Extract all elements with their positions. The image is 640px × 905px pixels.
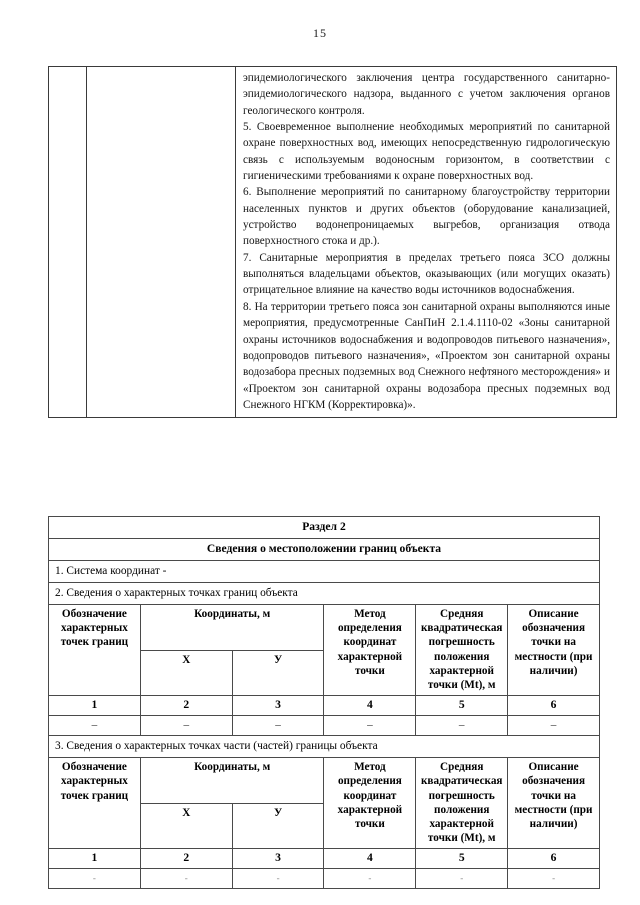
table-row-section-subtitle [49,539,600,561]
paragraph-4-cont: эпидемиологического заключения центра государственного санитарно-эпидемиологического надзора, выданного с учетом заключения органов геологического контроля. [243,72,610,117]
table-row-item-3 [49,736,600,758]
col-number-3-a: 3 [232,696,324,716]
section-subtitle: Сведения о местоположении границ объекта [49,539,600,561]
table-row [49,67,617,418]
col-number-2-a: 2 [140,696,232,716]
data-cell-3-a: – [232,716,324,736]
header-coordinates-b: Координаты, м [140,758,324,804]
continuation-text [243,70,610,413]
part-boundary-points-row: 3. Сведения о характерных точках части (частей) границы объекта [49,736,600,758]
header-coord-y-a: У [232,650,324,696]
col-number-6-a: 6 [508,696,600,716]
table-row-data-a [49,716,600,736]
boundary-points-row: 2. Сведения о характерных точках границ объекта [49,583,600,605]
table-row-column-numbers-b [49,849,600,869]
data-cell-6-a: – [508,716,600,736]
header-coord-y-b: У [232,803,324,849]
col-number-6-b: 6 [508,849,600,869]
empty-cell-left [49,67,87,418]
col-number-5-a: 5 [416,696,508,716]
paragraph-6: 6. Выполнение мероприятий по санитарному благоустройству территории населенных пунктов и других объектов (оборудование канализацией, устройство водонепроницаемых выгребов, организация отвода поверхностного стока и др.). [243,186,610,248]
table-row-section-title [49,517,600,539]
table-row-item-2 [49,583,600,605]
table-row-data-b [49,869,600,889]
table-row-column-numbers-a [49,696,600,716]
paragraph-8: 8. На территории третьего пояса зон санитарной охраны выполняются иные мероприятия, предусмотренные СанПиН 2.1.4.1110-02 «Зоны санитарной охраны источников водоснабжения и водопроводов питьевого назначения», водопроводов питьевого назначения», «Проектом зон санитарной охраны водозабора пресных подземных вод Снежного нефтяного месторождения» и «Проектом зон санитарной охраны водозабора пресных подземных вод Снежного НГКМ (Корректировка)». [243,300,610,411]
data-cell-6-b: - [508,869,600,889]
section-title: Раздел 2 [49,517,600,539]
header-coord-x-a: X [140,650,232,696]
data-cell-5-b: - [416,869,508,889]
header-coordinates-a: Координаты, м [140,605,324,651]
empty-cell-middle [87,67,236,418]
table-row-item-1 [49,561,600,583]
data-cell-1-b: - [49,869,141,889]
section-2-table [48,516,600,889]
col-number-1-b: 1 [49,849,141,869]
page-number: 15 [313,26,327,40]
header-error-a: Средняя квадратическая погрешность положения характерной точки (Mt), м [416,605,508,696]
data-cell-2-b: - [140,869,232,889]
header-designation-a: Обозначение характерных точек границ [49,605,141,696]
paragraph-7: 7. Санитарные мероприятия в пределах третьего пояса ЗСО должны выполняться владельцами объектов, оказывающих (или могущих оказать) отрицательное влияние на качество воды источников водоснабжения. [243,251,610,297]
continuation-table [48,66,617,418]
continuation-text-cell [236,67,617,418]
data-cell-2-a: – [140,716,232,736]
col-number-3-b: 3 [232,849,324,869]
data-cell-4-b: - [324,869,416,889]
col-number-4-b: 4 [324,849,416,869]
table-row-header-a [49,605,600,651]
header-description-b: Описание обозначения точки на местности (при наличии) [508,758,600,849]
data-cell-4-a: – [324,716,416,736]
col-number-2-b: 2 [140,849,232,869]
col-number-4-a: 4 [324,696,416,716]
paragraph-5: 5. Своевременное выполнение необходимых мероприятий по санитарной охране поверхностных вод, имеющих непосредственную гидрологическую связь с используемым водоносным горизонтом, в соответствии с гигиеническими требованиями к охране поверхностных вод. [243,121,610,183]
data-cell-1-a: – [49,716,141,736]
header-description-a: Описание обозначения точки на местности (при наличии) [508,605,600,696]
col-number-1-a: 1 [49,696,141,716]
header-coord-x-b: X [140,803,232,849]
header-error-b: Средняя квадратическая погрешность положения характерной точки (Mt), м [416,758,508,849]
header-method-a: Метод определения координат характерной точки [324,605,416,696]
data-cell-5-a: – [416,716,508,736]
data-cell-3-b: - [232,869,324,889]
table-row-header-b [49,758,600,804]
header-designation-b: Обозначение характерных точек границ [49,758,141,849]
coordinate-system-row: 1. Система координат - [49,561,600,583]
col-number-5-b: 5 [416,849,508,869]
header-method-b: Метод определения координат характерной точки [324,758,416,849]
